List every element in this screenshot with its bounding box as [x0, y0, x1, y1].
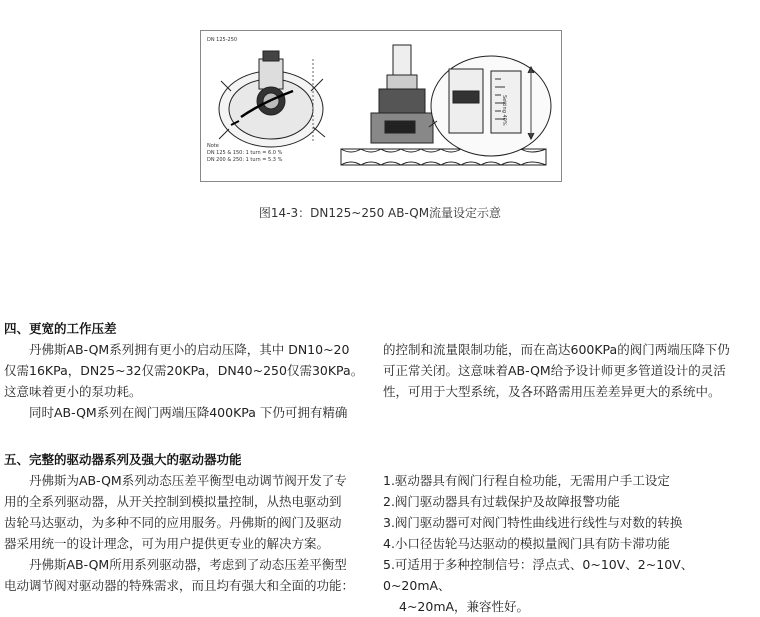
- section-5-heading: 五、完整的驱动器系列及强大的驱动器功能: [4, 452, 242, 467]
- figure-caption: 图14-3：DN125~250 AB-QM流量设定示意: [258, 206, 502, 220]
- section-5-right-column: [383, 470, 758, 617]
- section-4-left-column: [4, 318, 364, 423]
- section-4-line: 仅需16KPa，DN25~32仅需20KPa，DN40~250仅需30KPa。: [4, 363, 364, 378]
- section-4-right-column: [383, 339, 758, 402]
- section-4-line: 同时AB-QM系列在阀门两端压降400KPa 下仍可拥有精确: [29, 405, 348, 420]
- section-5-line: 电动调节阀对驱动器的特殊需求，而且均有强大和全面的功能：: [4, 578, 355, 593]
- figure-note-title: Note: [207, 143, 219, 149]
- section-5-line: 用的全系列驱动器，从开关控制到模拟量控制，从热电驱动到: [4, 494, 342, 509]
- feature-list-item: 4.小口径齿轮马达驱动的模拟量阀门具有防卡滞功能: [383, 536, 670, 551]
- figure-scale-label: Setting 40%: [501, 95, 507, 126]
- feature-list-item: 5.可适用于多种控制信号：浮点式、0~10V、2~10V、0~20mA、: [383, 557, 694, 593]
- section-4-line: 性，可用于大型系统，及各环路需用压差差异更大的系统中。: [383, 384, 721, 399]
- figure-frame: [200, 30, 562, 182]
- section-5-line: 器采用统一的设计理念，可为用户提供更专业的解决方案。: [4, 536, 330, 551]
- feature-list-item: 1.驱动器具有阀门行程自检功能，无需用户手工设定: [383, 473, 670, 488]
- feature-list-item-continued: 4~20mA，兼容性好。: [399, 599, 530, 614]
- section-4-line: 可正常关闭。这意味着AB-QM给予设计师更多管道设计的灵活: [383, 363, 726, 378]
- setting-scale-zoom: [429, 56, 551, 156]
- feature-list-item: 3.阀门驱动器可对阀门特性曲线进行线性与对数的转换: [383, 515, 683, 530]
- valve-top-view-drawing: [219, 51, 325, 147]
- figure-note-line-2: DN 200 & 250: 1 turn = 5.3 %: [207, 157, 283, 163]
- section-4-heading: 四、更宽的工作压差: [4, 321, 117, 336]
- section-5-line: 丹佛斯为AB-QM系列动态压差平衡型电动调节阀开发了专: [29, 473, 347, 488]
- figure-note-line-1: DN 125 & 150: 1 turn = 6.0 %: [207, 150, 283, 156]
- section-5-line: 丹佛斯AB-QM所用系列驱动器，考虑到了动态压差平衡型: [29, 557, 347, 572]
- section-5-line: 齿轮马达驱动，为多种不同的应用服务。丹佛斯的阀门及驱动: [4, 515, 342, 530]
- section-5-left-column: [4, 449, 364, 596]
- feature-list-item: 2.阀门驱动器具有过载保护及故障报警功能: [383, 494, 620, 509]
- section-4-line: 丹佛斯AB-QM系列拥有更小的启动压降，其中 DN10~20: [29, 342, 350, 357]
- section-4-line: 这意味着更小的泵功耗。: [4, 384, 142, 399]
- figure-corner-label: DN 125-250: [207, 37, 238, 43]
- section-4-line: 的控制和流量限制功能，而在高达600KPa的阀门两端压降下仍: [383, 342, 730, 357]
